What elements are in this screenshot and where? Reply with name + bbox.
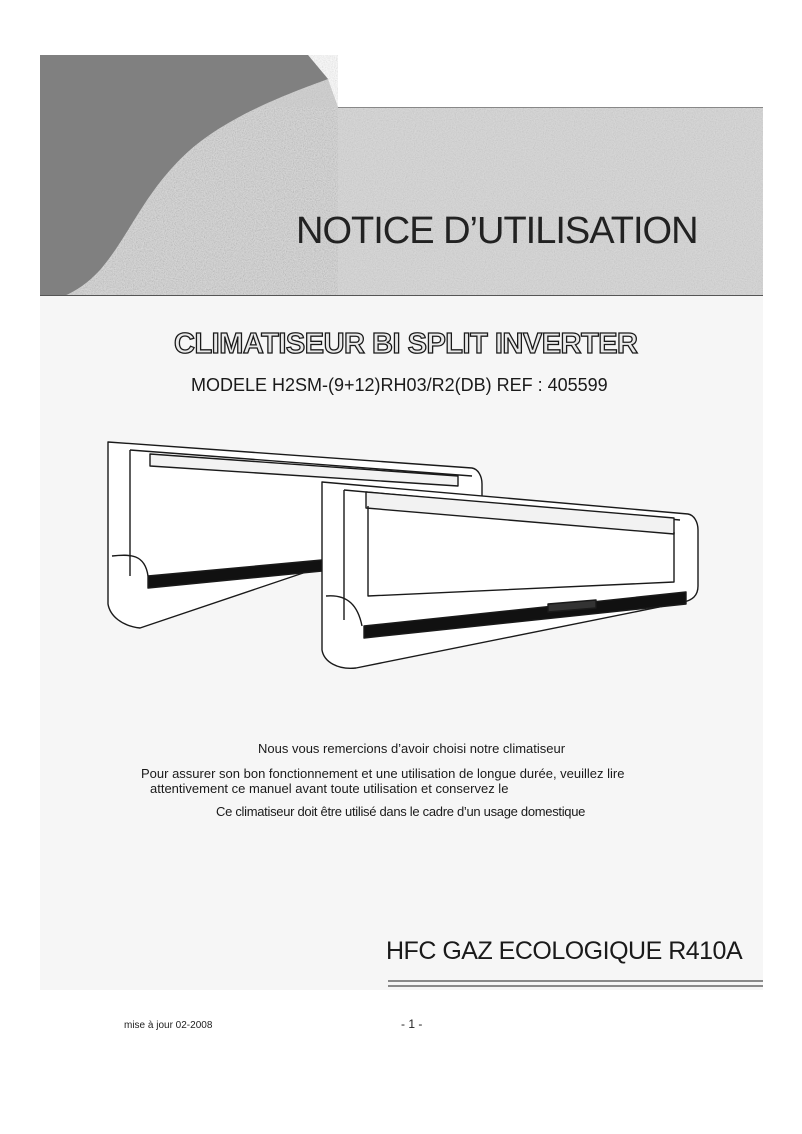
air-conditioner-units-illustration	[100, 436, 710, 676]
rule-top	[388, 980, 763, 982]
document-title: NOTICE D’UTILISATION	[296, 210, 698, 252]
thanks-text: Nous vous remercions d’avoir choisi notre climatiseur	[258, 741, 566, 756]
model-reference: MODELE H2SM-(9+12)RH03/R2(DB) REF : 405599	[191, 375, 608, 395]
header-banner	[40, 55, 763, 296]
product-title: CLIMATISEUR BI SPLIT INVERTER	[174, 328, 638, 360]
instruction-text-line-2: attentivement ce manuel avant toute utilisation et conservez le	[150, 781, 509, 796]
page-number: - 1 -	[401, 1017, 423, 1031]
update-note: mise à jour 02-2008	[124, 1020, 213, 1031]
refrigerant-title: HFC GAZ ECOLOGIQUE R410A	[386, 937, 743, 965]
instruction-text-line-1: Pour assurer son bon fonctionnement et une utilisation de longue durée, veuillez lire	[141, 766, 625, 781]
front-indoor-unit	[322, 482, 698, 668]
banner-graphic	[40, 55, 763, 296]
rule-bottom	[388, 985, 763, 987]
domestic-use-text: Ce climatiseur doit être utilisé dans le cadre d’un usage domestique	[216, 804, 586, 819]
